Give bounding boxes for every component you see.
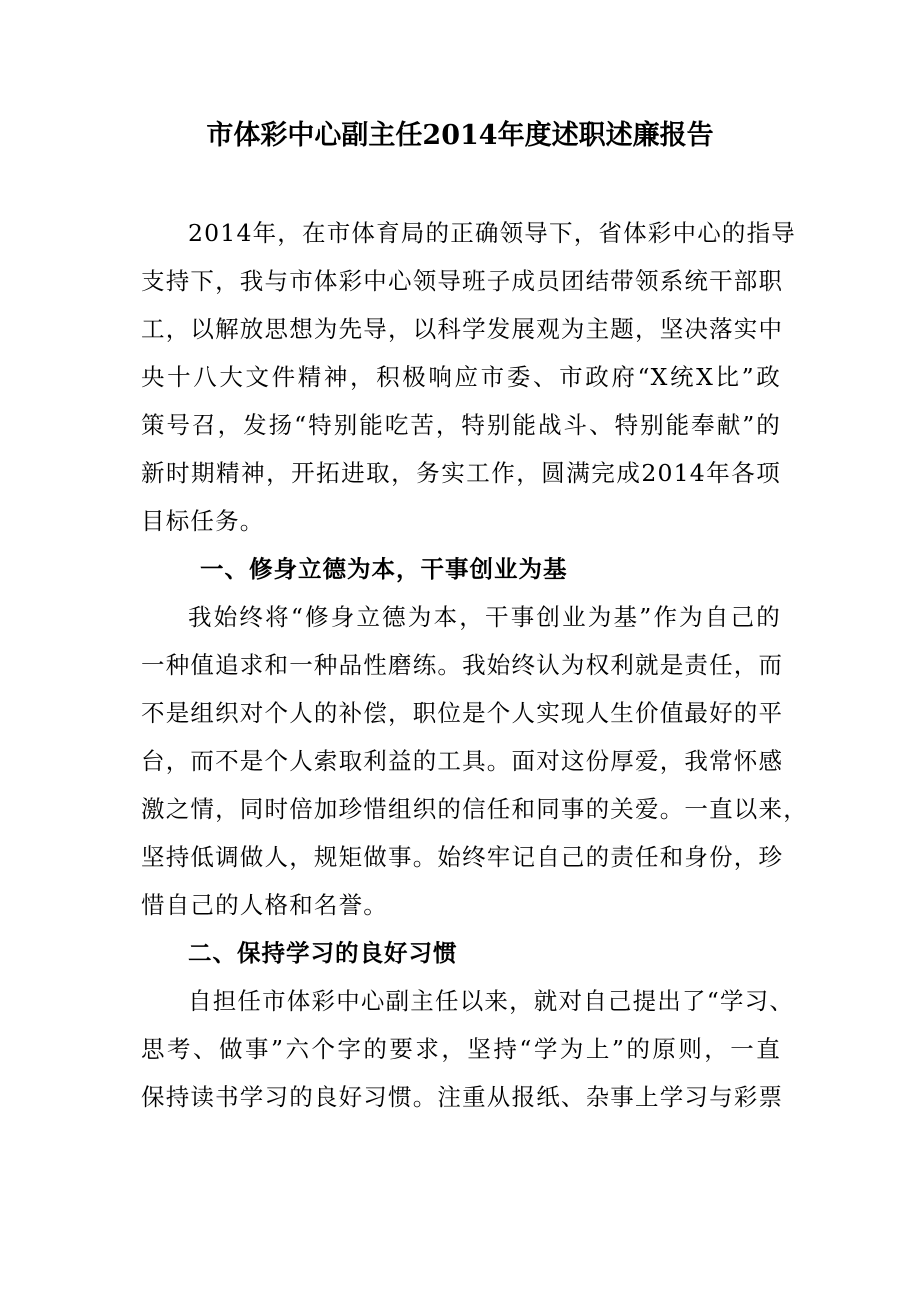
intro-line-2: 支持下，我与市体彩中心领导班子成员团结带领系统干部职: [141, 267, 784, 295]
section-1-heading: 一、修身立德为本，干事创业为基: [200, 555, 568, 583]
intro-line-1: 2014年，在市体育局的正确领导下，省体彩中心的指导: [188, 219, 797, 247]
section-2-line-3: 保持读书学习的良好习惯。注重从报纸、杂事上学习与彩票: [141, 1083, 784, 1111]
section-1-line-5: 激之情，同时倍加珍惜组织的信任和同事的关爱。一直以来，: [141, 795, 808, 823]
section-1-line-7: 惜自己的人格和名誉。: [141, 891, 388, 919]
section-1-line-6: 坚持低调做人，规矩做事。始终牢记自己的责任和身份，珍: [141, 843, 784, 871]
document-title: 市体彩中心副主任2014年度述职述廉报告: [206, 120, 714, 151]
section-1-line-1: 我始终将“修身立德为本，干事创业为基”作为自己的: [188, 603, 781, 631]
intro-line-4: 央十八大文件精神，积极响应市委、市政府“X统X比”政: [141, 363, 781, 391]
section-1-line-4: 台，而不是个人索取利益的工具。面对这份厚爱，我常怀感: [141, 747, 784, 775]
intro-line-6: 新时期精神，开拓进取，务实工作，圆满完成2014年各项: [141, 459, 781, 487]
section-2-heading: 二、保持学习的良好习惯: [188, 939, 458, 967]
intro-line-5: 策号召，发扬“特别能吃苦，特别能战斗、特别能奉献”的: [141, 411, 781, 439]
section-1-line-3: 不是组织对个人的补偿，职位是个人实现人生价值最好的平: [141, 699, 784, 727]
intro-line-3: 工，以解放思想为先导，以科学发展观为主题，坚决落实中: [141, 315, 784, 343]
section-1-line-2: 一种值追求和一种品性磨练。我始终认为权利就是责任，而: [141, 651, 784, 679]
intro-line-7: 目标任务。: [141, 507, 265, 535]
section-2-line-2: 思考、做事”六个字的要求，坚持“学为上”的原则，一直: [141, 1035, 781, 1063]
section-2-line-1: 自担任市体彩中心副主任以来，就对自己提出了“学习、: [188, 987, 795, 1015]
